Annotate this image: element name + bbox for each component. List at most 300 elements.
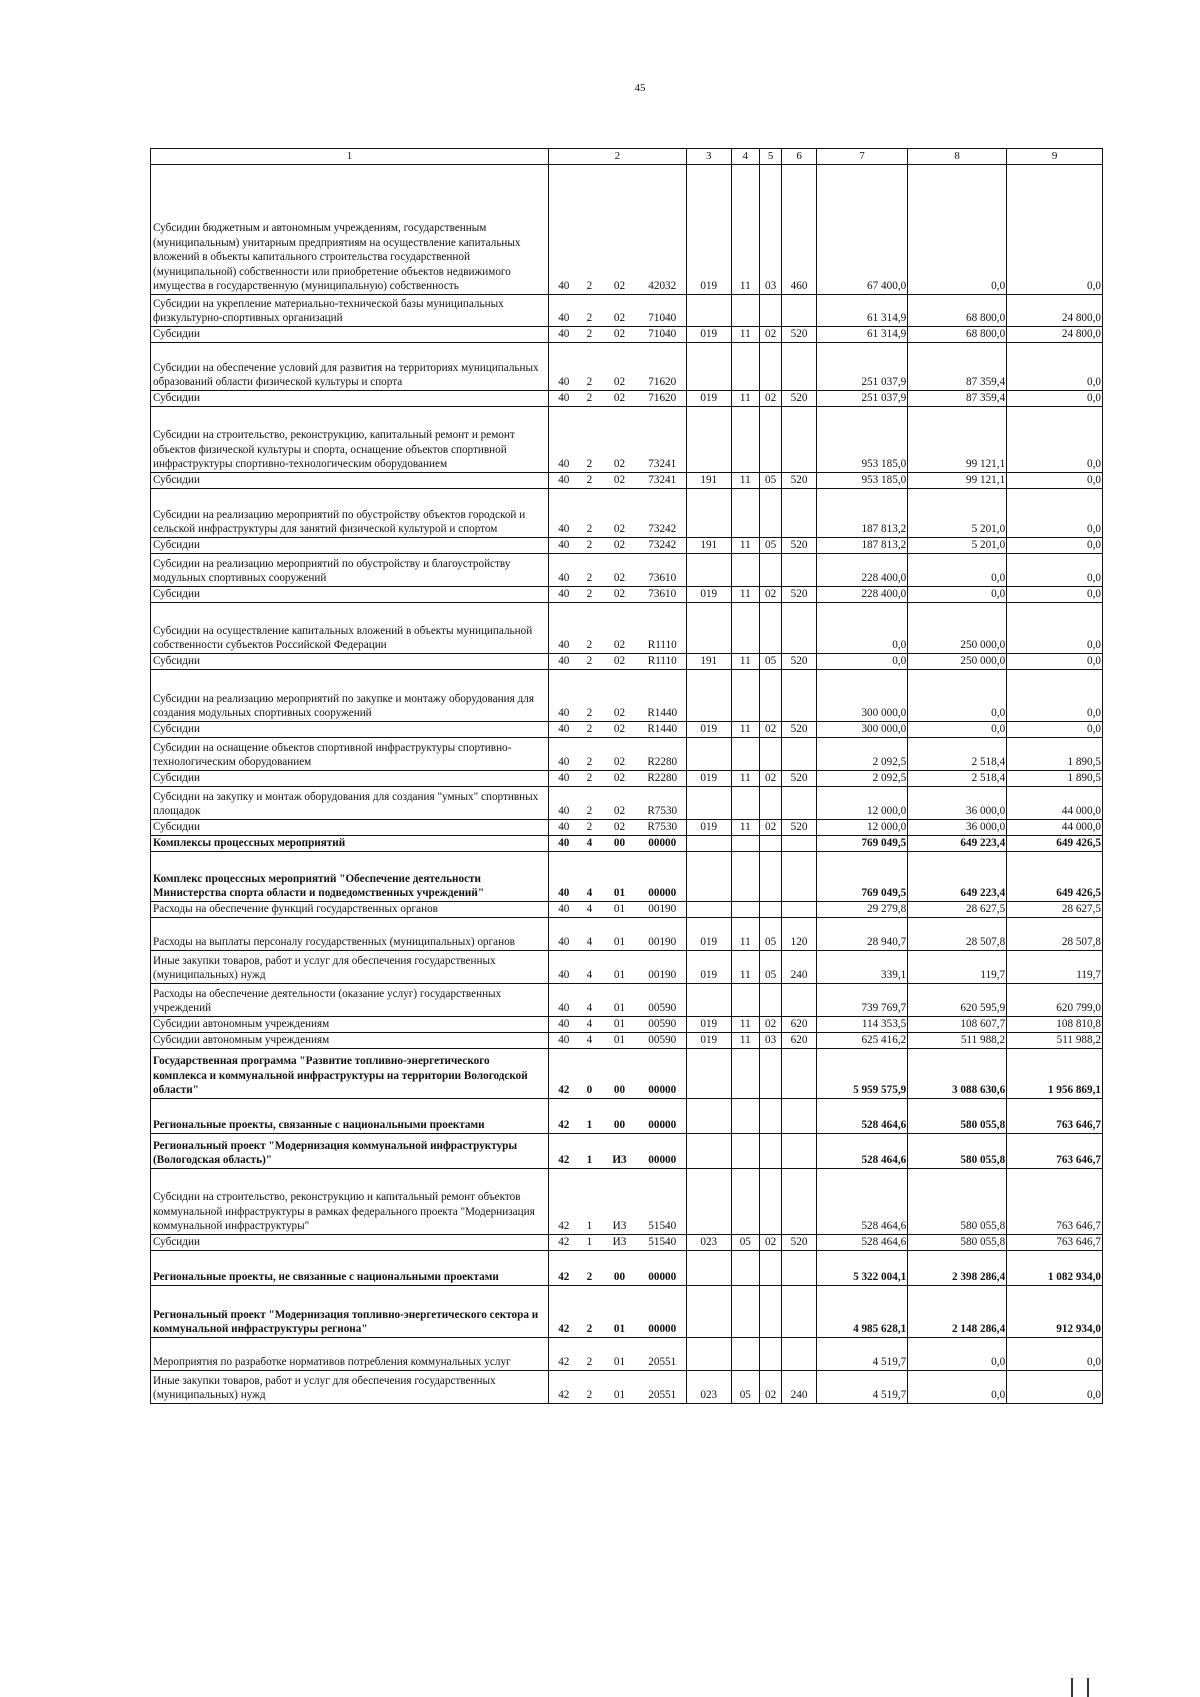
code-direction: 42032	[639, 165, 686, 295]
row-name: Субсидии автономным учреждениям	[151, 1017, 549, 1033]
row-name: Субсидии на строительство, реконструкцию и капитальный ремонт объектов коммунальной инфраструктуры в рамках федерального проекта "Модернизация коммунальной инфраструктуры"	[151, 1169, 549, 1235]
code-ministry: 019	[686, 722, 731, 738]
code-direction: 71620	[639, 391, 686, 407]
amount-col-8: 5 201,0	[908, 538, 1007, 554]
code-ministry	[686, 852, 731, 902]
code-subprogram: 2	[579, 489, 601, 538]
code-program: 42	[549, 1235, 579, 1251]
amount-col-9: 28 507,8	[1007, 918, 1103, 951]
amount-col-7: 339,1	[816, 951, 907, 984]
code-program: 42	[549, 1169, 579, 1235]
amount-col-7: 5 322 004,1	[816, 1251, 907, 1286]
code-expense-type	[782, 554, 816, 587]
amount-col-9: 28 627,5	[1007, 902, 1103, 918]
code-expense-type	[782, 1338, 816, 1371]
code-subprogram: 2	[579, 771, 601, 787]
code-expense-type: 520	[782, 587, 816, 603]
code-section	[731, 902, 759, 918]
code-section: 11	[731, 654, 759, 670]
code-subsection: 02	[759, 771, 782, 787]
code-subprogram: 1	[579, 1099, 601, 1134]
code-direction: 73242	[639, 538, 686, 554]
code-project: 02	[600, 343, 639, 391]
code-expense-type: 520	[782, 473, 816, 489]
code-subprogram: 2	[579, 654, 601, 670]
code-project: 01	[600, 1033, 639, 1049]
code-ministry	[686, 787, 731, 820]
code-project: 02	[600, 670, 639, 722]
code-project: 02	[600, 327, 639, 343]
row-name: Иные закупки товаров, работ и услуг для обеспечения государственных (муниципальных) нужд	[151, 951, 549, 984]
code-subsection: 05	[759, 951, 782, 984]
code-program: 40	[549, 984, 579, 1017]
code-direction: 73241	[639, 407, 686, 473]
amount-col-9: 649 426,5	[1007, 852, 1103, 902]
table-row	[151, 587, 1103, 603]
code-section	[731, 852, 759, 902]
code-subsection	[759, 984, 782, 1017]
code-section: 11	[731, 918, 759, 951]
amount-col-9: 1 890,5	[1007, 738, 1103, 771]
amount-col-7: 61 314,9	[816, 327, 907, 343]
code-section	[731, 984, 759, 1017]
amount-col-8: 0,0	[908, 554, 1007, 587]
code-subprogram: 2	[579, 1286, 601, 1338]
code-ministry	[686, 1169, 731, 1235]
amount-col-8: 0,0	[908, 722, 1007, 738]
code-ministry	[686, 1286, 731, 1338]
table-row	[151, 984, 1103, 1017]
row-name: Комплексы процессных мероприятий	[151, 836, 549, 852]
code-subprogram: 4	[579, 984, 601, 1017]
code-program: 40	[549, 391, 579, 407]
amount-col-8: 0,0	[908, 1338, 1007, 1371]
code-subprogram: 1	[579, 1169, 601, 1235]
code-subsection	[759, 295, 782, 327]
amount-col-8: 580 055,8	[908, 1134, 1007, 1169]
amount-col-8: 28 627,5	[908, 902, 1007, 918]
code-section	[731, 1134, 759, 1169]
code-project: 00	[600, 836, 639, 852]
code-direction: 71040	[639, 327, 686, 343]
amount-col-8: 250 000,0	[908, 654, 1007, 670]
code-project: 02	[600, 391, 639, 407]
amount-col-8: 620 595,9	[908, 984, 1007, 1017]
amount-col-9: 0,0	[1007, 391, 1103, 407]
code-ministry: 019	[686, 820, 731, 836]
code-direction: 00000	[639, 1134, 686, 1169]
code-ministry: 191	[686, 538, 731, 554]
table-row	[151, 603, 1103, 654]
code-program: 40	[549, 787, 579, 820]
amount-col-7: 0,0	[816, 654, 907, 670]
code-ministry: 023	[686, 1371, 731, 1404]
amount-col-7: 739 769,7	[816, 984, 907, 1017]
row-name: Субсидии	[151, 654, 549, 670]
code-expense-type	[782, 984, 816, 1017]
code-subprogram: 2	[579, 820, 601, 836]
code-subsection	[759, 343, 782, 391]
header-row	[151, 149, 1103, 165]
code-subsection	[759, 738, 782, 771]
code-program: 40	[549, 407, 579, 473]
row-name: Субсидии на строительство, реконструкцию, капитальный ремонт и ремонт объектов физической культуры и спорта, оснащение объектов спортивной инфраструктуры спортивно-технологическим оборудованием	[151, 407, 549, 473]
code-program: 40	[549, 738, 579, 771]
code-expense-type	[782, 738, 816, 771]
code-subprogram: 4	[579, 852, 601, 902]
amount-col-9: 1 956 869,1	[1007, 1049, 1103, 1099]
amount-col-7: 4 985 628,1	[816, 1286, 907, 1338]
table-row	[151, 787, 1103, 820]
code-expense-type	[782, 407, 816, 473]
row-name: Субсидии автономным учреждениям	[151, 1033, 549, 1049]
row-name: Субсидии на укрепление материально-технической базы муниципальных физкультурно-спортивных организаций	[151, 295, 549, 327]
amount-col-8: 108 607,7	[908, 1017, 1007, 1033]
amount-col-7: 29 279,8	[816, 902, 907, 918]
code-section	[731, 407, 759, 473]
code-ministry: 019	[686, 327, 731, 343]
table-row	[151, 1049, 1103, 1099]
code-section: 11	[731, 771, 759, 787]
table-row	[151, 554, 1103, 587]
code-direction: 00000	[639, 1251, 686, 1286]
code-project: 02	[600, 722, 639, 738]
code-section: 11	[731, 587, 759, 603]
code-program: 40	[549, 771, 579, 787]
table-row	[151, 407, 1103, 473]
code-project: 02	[600, 489, 639, 538]
amount-col-8: 511 988,2	[908, 1033, 1007, 1049]
code-expense-type: 520	[782, 771, 816, 787]
code-project: 01	[600, 951, 639, 984]
amount-col-8: 99 121,1	[908, 407, 1007, 473]
amount-col-9: 763 646,7	[1007, 1169, 1103, 1235]
code-section	[731, 554, 759, 587]
table-row	[151, 951, 1103, 984]
code-section: 11	[731, 820, 759, 836]
code-direction: R7530	[639, 787, 686, 820]
code-program: 42	[549, 1134, 579, 1169]
column-header-3: 3	[686, 149, 731, 165]
amount-col-9: 0,0	[1007, 722, 1103, 738]
code-subsection	[759, 489, 782, 538]
code-project: 02	[600, 787, 639, 820]
table-row	[151, 1033, 1103, 1049]
amount-col-9: 24 800,0	[1007, 327, 1103, 343]
code-subsection	[759, 1286, 782, 1338]
amount-col-7: 67 400,0	[816, 165, 907, 295]
code-subprogram: 4	[579, 902, 601, 918]
column-header-6: 6	[782, 149, 816, 165]
code-subsection	[759, 1251, 782, 1286]
code-expense-type	[782, 603, 816, 654]
code-program: 40	[549, 836, 579, 852]
code-expense-type: 620	[782, 1017, 816, 1033]
code-direction: 00190	[639, 951, 686, 984]
code-expense-type: 620	[782, 1033, 816, 1049]
amount-col-9: 1 082 934,0	[1007, 1251, 1103, 1286]
column-header-4: 4	[731, 149, 759, 165]
code-direction: 00590	[639, 984, 686, 1017]
code-subsection: 05	[759, 918, 782, 951]
code-section: 11	[731, 538, 759, 554]
code-direction: 73610	[639, 554, 686, 587]
code-direction: 00190	[639, 902, 686, 918]
code-expense-type	[782, 489, 816, 538]
amount-col-7: 4 519,7	[816, 1371, 907, 1404]
code-section	[731, 1286, 759, 1338]
code-direction: 20551	[639, 1338, 686, 1371]
code-program: 40	[549, 343, 579, 391]
code-subsection: 05	[759, 473, 782, 489]
code-project: 00	[600, 1099, 639, 1134]
code-subprogram: 4	[579, 951, 601, 984]
code-ministry: 019	[686, 771, 731, 787]
row-name: Субсидии	[151, 1235, 549, 1251]
amount-col-9: 108 810,8	[1007, 1017, 1103, 1033]
code-expense-type	[782, 295, 816, 327]
code-expense-type: 460	[782, 165, 816, 295]
column-header-9: 9	[1007, 149, 1103, 165]
amount-col-7: 28 940,7	[816, 918, 907, 951]
code-subsection: 02	[759, 722, 782, 738]
code-project: 02	[600, 587, 639, 603]
column-header-1: 1	[151, 149, 549, 165]
code-expense-type: 520	[782, 538, 816, 554]
code-subprogram: 2	[579, 738, 601, 771]
code-program: 42	[549, 1099, 579, 1134]
amount-col-7: 114 353,5	[816, 1017, 907, 1033]
row-name: Субсидии на обеспечение условий для развития на территориях муниципальных образований области физической культуры и спорта	[151, 343, 549, 391]
table-row	[151, 771, 1103, 787]
code-project: 00	[600, 1049, 639, 1099]
row-name: Субсидии	[151, 771, 549, 787]
table-row	[151, 670, 1103, 722]
amount-col-7: 953 185,0	[816, 407, 907, 473]
scan-edge-marks	[1065, 1678, 1105, 1697]
amount-col-7: 5 959 575,9	[816, 1049, 907, 1099]
amount-col-9: 0,0	[1007, 1371, 1103, 1404]
table-row	[151, 852, 1103, 902]
code-expense-type	[782, 1286, 816, 1338]
amount-col-9: 649 426,5	[1007, 836, 1103, 852]
table-row	[151, 1134, 1103, 1169]
code-ministry	[686, 1251, 731, 1286]
table-row	[151, 1371, 1103, 1404]
code-subsection: 02	[759, 587, 782, 603]
code-subsection	[759, 852, 782, 902]
code-subprogram: 4	[579, 836, 601, 852]
code-program: 40	[549, 538, 579, 554]
code-subprogram: 2	[579, 343, 601, 391]
code-section: 11	[731, 473, 759, 489]
row-name: Региональный проект "Модернизация коммунальной инфраструктуры (Вологодская область)"	[151, 1134, 549, 1169]
code-subprogram: 4	[579, 1017, 601, 1033]
code-section	[731, 343, 759, 391]
row-name: Мероприятия по разработке нормативов потребления коммунальных услуг	[151, 1338, 549, 1371]
code-subprogram: 2	[579, 587, 601, 603]
table-row	[151, 1251, 1103, 1286]
amount-col-8: 649 223,4	[908, 852, 1007, 902]
table-row	[151, 738, 1103, 771]
amount-col-8: 580 055,8	[908, 1169, 1007, 1235]
code-direction: 71620	[639, 343, 686, 391]
code-ministry	[686, 554, 731, 587]
code-subsection	[759, 670, 782, 722]
row-name: Государственная программа "Развитие топливно-энергетического комплекса и коммунальной инфраструктуры на территории Вологодской области"	[151, 1049, 549, 1099]
amount-col-7: 528 464,6	[816, 1169, 907, 1235]
amount-col-9: 0,0	[1007, 473, 1103, 489]
code-project: 01	[600, 1017, 639, 1033]
code-project: 01	[600, 1338, 639, 1371]
code-ministry	[686, 738, 731, 771]
code-section	[731, 670, 759, 722]
table-row	[151, 538, 1103, 554]
code-subsection	[759, 1169, 782, 1235]
table-row	[151, 391, 1103, 407]
row-name: Субсидии	[151, 820, 549, 836]
code-subprogram: 2	[579, 1371, 601, 1404]
code-direction: 00000	[639, 1099, 686, 1134]
code-subprogram: 2	[579, 554, 601, 587]
table-row	[151, 473, 1103, 489]
table-row	[151, 836, 1103, 852]
code-subsection	[759, 1049, 782, 1099]
amount-col-7: 228 400,0	[816, 587, 907, 603]
code-expense-type	[782, 1251, 816, 1286]
code-program: 40	[549, 951, 579, 984]
amount-col-7: 300 000,0	[816, 722, 907, 738]
table-row	[151, 654, 1103, 670]
table-row	[151, 918, 1103, 951]
code-section: 11	[731, 722, 759, 738]
row-name: Региональный проект "Модернизация топливно-энергетического сектора и коммунальной инфраструктуры региона"	[151, 1286, 549, 1338]
code-subsection: 02	[759, 1017, 782, 1033]
code-project: 02	[600, 538, 639, 554]
code-project: 02	[600, 165, 639, 295]
amount-col-9: 0,0	[1007, 1338, 1103, 1371]
column-header-8: 8	[908, 149, 1007, 165]
code-direction: R1110	[639, 654, 686, 670]
amount-col-8: 580 055,8	[908, 1235, 1007, 1251]
amount-col-9: 0,0	[1007, 670, 1103, 722]
code-direction: R2280	[639, 771, 686, 787]
amount-col-9: 763 646,7	[1007, 1134, 1103, 1169]
code-subprogram: 1	[579, 1235, 601, 1251]
code-expense-type	[782, 670, 816, 722]
table-row	[151, 295, 1103, 327]
code-program: 40	[549, 852, 579, 902]
code-section	[731, 836, 759, 852]
code-expense-type	[782, 852, 816, 902]
table-body	[151, 149, 1103, 1404]
code-project: 02	[600, 603, 639, 654]
table-row	[151, 902, 1103, 918]
code-project: 01	[600, 918, 639, 951]
code-expense-type: 240	[782, 1371, 816, 1404]
amount-col-9: 620 799,0	[1007, 984, 1103, 1017]
code-project: 02	[600, 654, 639, 670]
table-row	[151, 722, 1103, 738]
amount-col-7: 528 464,6	[816, 1134, 907, 1169]
code-ministry: 019	[686, 587, 731, 603]
amount-col-8: 119,7	[908, 951, 1007, 984]
code-expense-type: 520	[782, 722, 816, 738]
amount-col-8: 87 359,4	[908, 391, 1007, 407]
amount-col-9: 0,0	[1007, 407, 1103, 473]
code-subprogram: 2	[579, 391, 601, 407]
code-project: 01	[600, 902, 639, 918]
row-name: Субсидии	[151, 587, 549, 603]
code-project: И3	[600, 1169, 639, 1235]
row-name: Субсидии	[151, 473, 549, 489]
code-subprogram: 2	[579, 538, 601, 554]
code-project: 01	[600, 1371, 639, 1404]
page-number: 45	[634, 82, 646, 94]
column-header-7: 7	[816, 149, 907, 165]
table-row	[151, 165, 1103, 295]
code-program: 40	[549, 670, 579, 722]
code-program: 42	[549, 1286, 579, 1338]
code-project: 01	[600, 984, 639, 1017]
row-name: Субсидии	[151, 391, 549, 407]
amount-col-8: 0,0	[908, 1371, 1007, 1404]
code-project: 02	[600, 554, 639, 587]
column-header-5: 5	[759, 149, 782, 165]
code-section	[731, 489, 759, 538]
code-subsection	[759, 1338, 782, 1371]
code-ministry	[686, 1338, 731, 1371]
code-program: 42	[549, 1251, 579, 1286]
amount-col-8: 87 359,4	[908, 343, 1007, 391]
code-expense-type: 520	[782, 1235, 816, 1251]
code-expense-type: 520	[782, 391, 816, 407]
code-subsection: 02	[759, 391, 782, 407]
code-expense-type	[782, 343, 816, 391]
row-name: Комплекс процессных мероприятий "Обеспечение деятельности Министерства спорта области и подведомственных учреждений"	[151, 852, 549, 902]
code-direction: R7530	[639, 820, 686, 836]
code-subprogram: 2	[579, 165, 601, 295]
table-row	[151, 1099, 1103, 1134]
amount-col-9: 44 000,0	[1007, 787, 1103, 820]
code-project: 02	[600, 473, 639, 489]
code-subprogram: 2	[579, 407, 601, 473]
code-ministry	[686, 1134, 731, 1169]
amount-col-8: 5 201,0	[908, 489, 1007, 538]
code-ministry: 191	[686, 654, 731, 670]
code-program: 40	[549, 165, 579, 295]
column-header-2: 2	[549, 149, 687, 165]
code-subprogram: 4	[579, 918, 601, 951]
amount-col-7: 528 464,6	[816, 1099, 907, 1134]
amount-col-8: 68 800,0	[908, 327, 1007, 343]
code-ministry	[686, 1099, 731, 1134]
code-ministry	[686, 343, 731, 391]
code-expense-type: 240	[782, 951, 816, 984]
amount-col-7: 251 037,9	[816, 343, 907, 391]
code-project: 00	[600, 1251, 639, 1286]
amount-col-9: 912 934,0	[1007, 1286, 1103, 1338]
code-section	[731, 603, 759, 654]
code-program: 40	[549, 295, 579, 327]
code-expense-type: 520	[782, 820, 816, 836]
table-row	[151, 343, 1103, 391]
code-program: 40	[549, 587, 579, 603]
code-project: 02	[600, 295, 639, 327]
code-section: 11	[731, 391, 759, 407]
amount-col-7: 528 464,6	[816, 1235, 907, 1251]
code-project: 02	[600, 407, 639, 473]
